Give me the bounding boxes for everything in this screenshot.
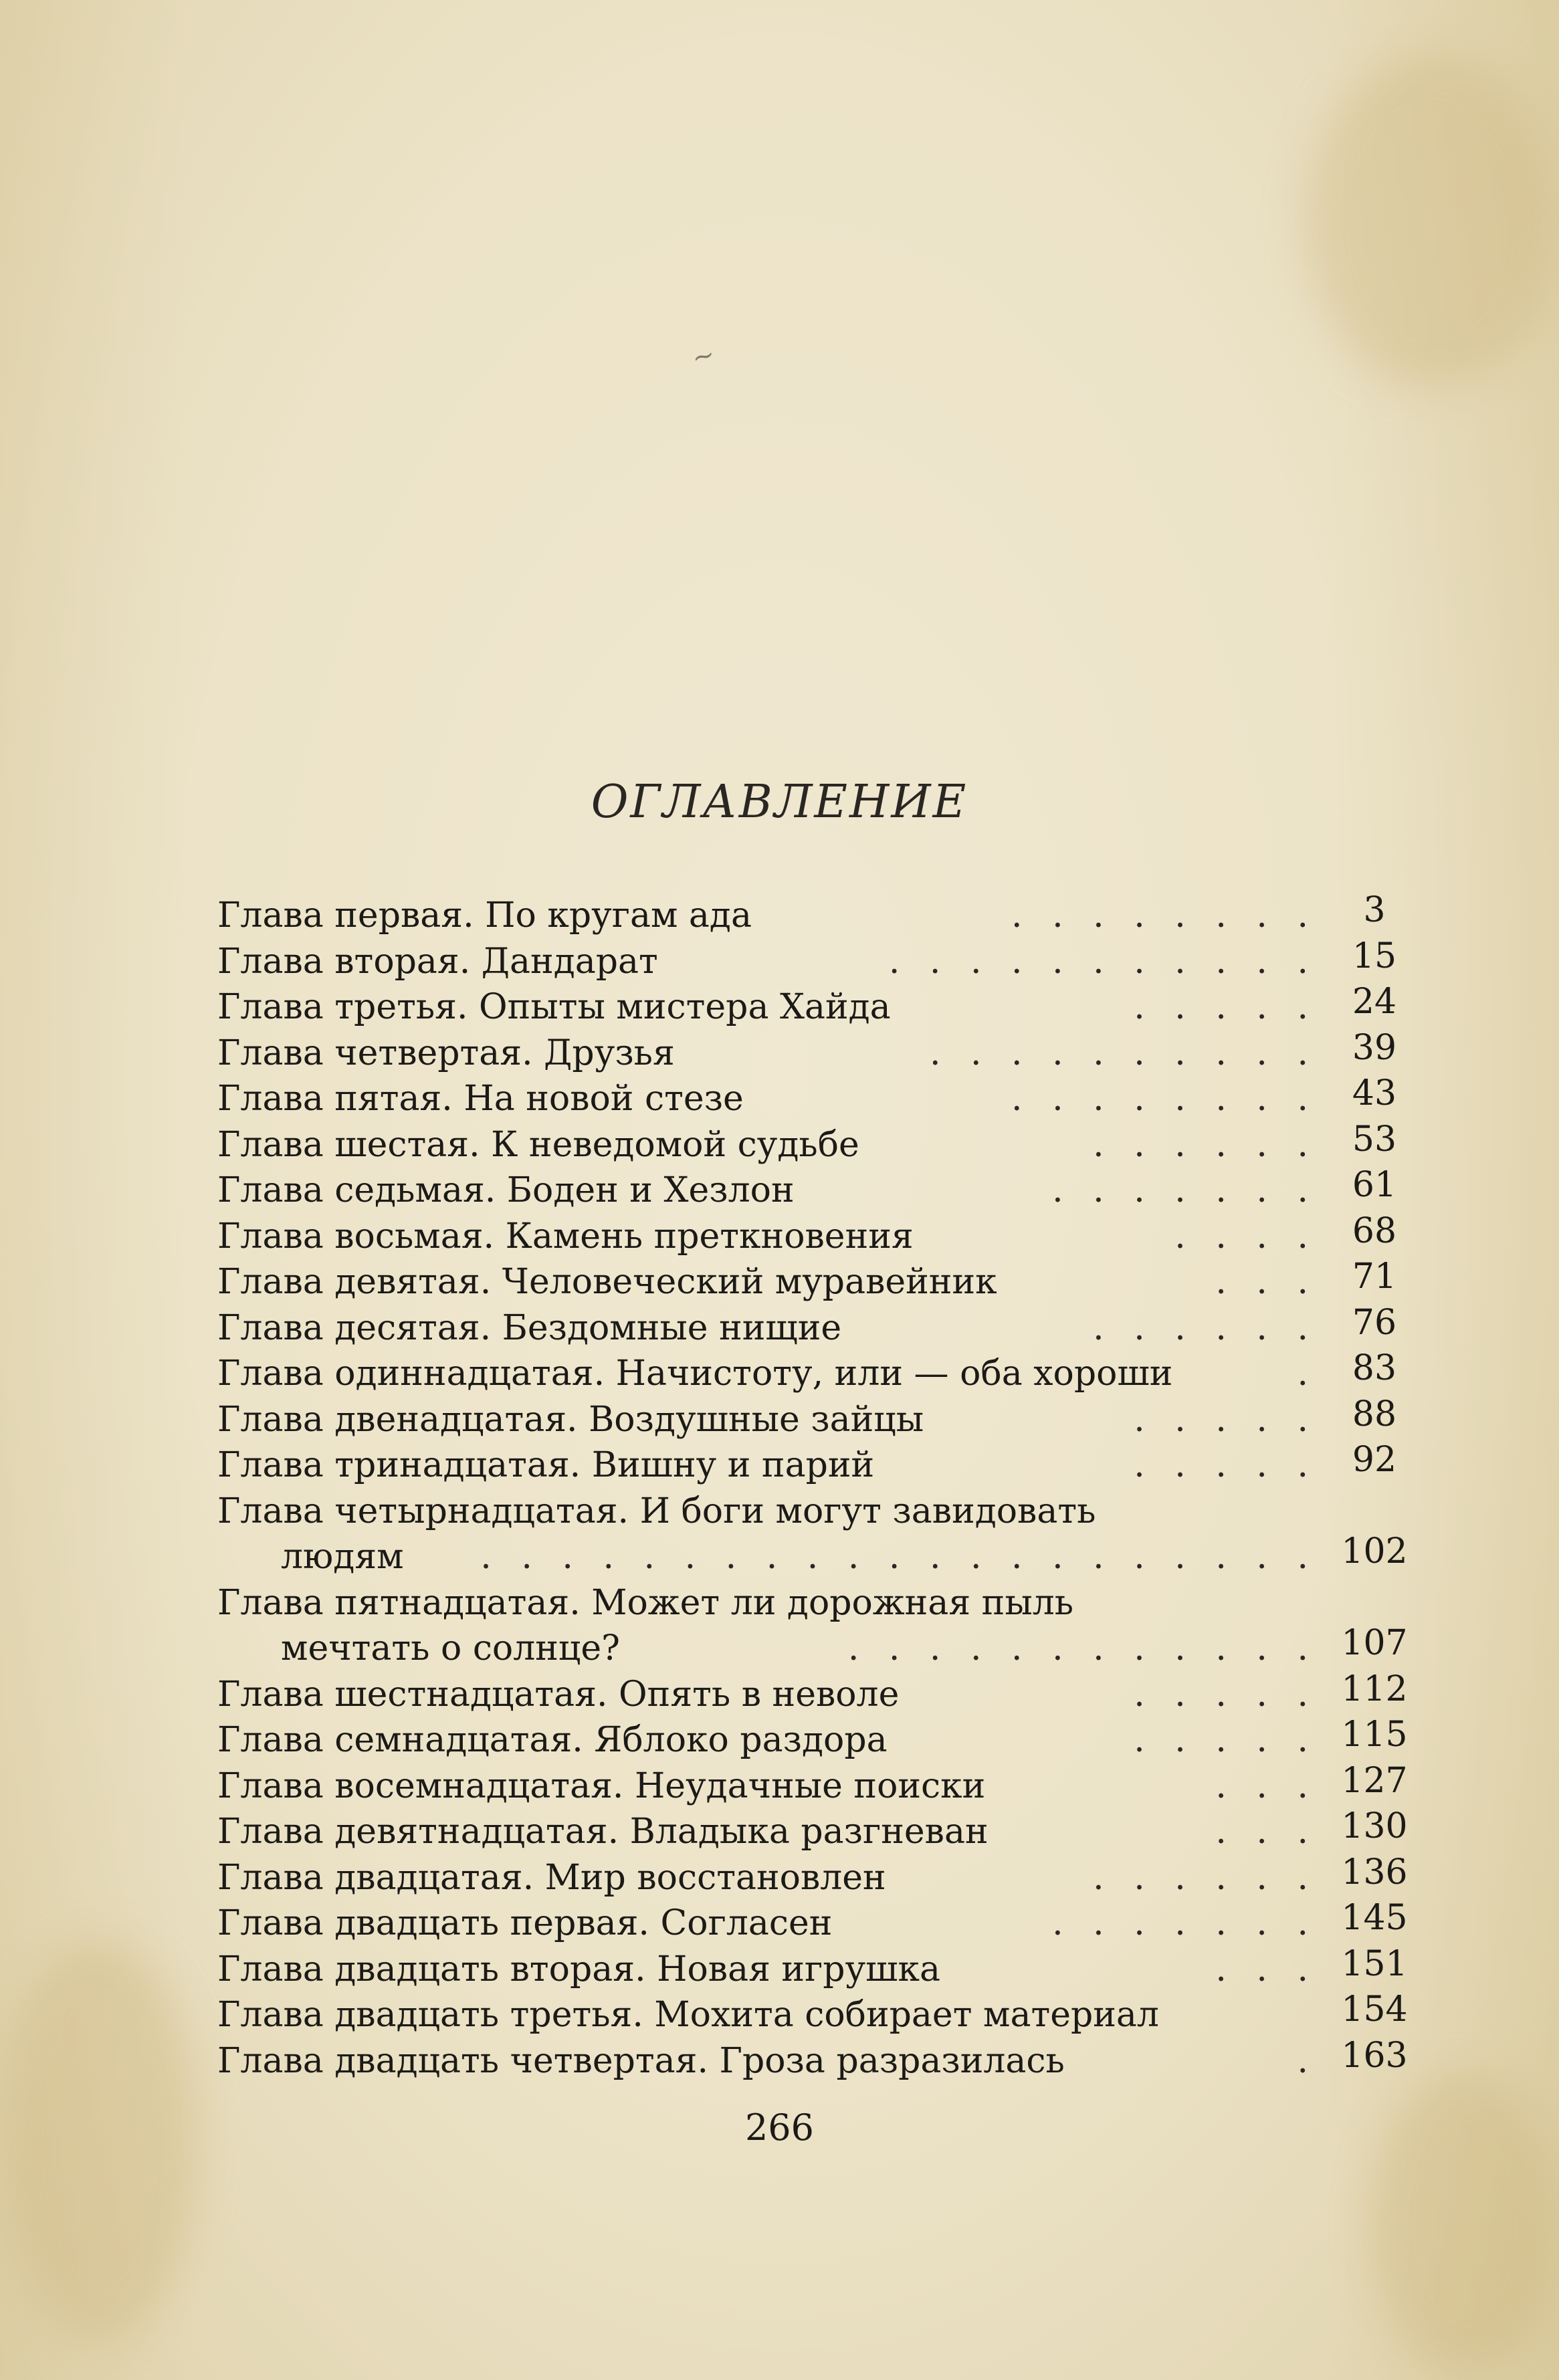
toc-entry (217, 1531, 1421, 1580)
chapter-title: мечтать о солнце? (281, 1628, 621, 1668)
chapter-page-number: 15 (1352, 936, 1397, 976)
chapter-title: Глава семнадцатая. Яблоко раздора (217, 1720, 888, 1760)
chapter-title: Глава двадцать четвертая. Гроза разразилась (217, 2040, 1065, 2081)
toc-entry (217, 1259, 1421, 1305)
chapter-title: Глава десятая. Бездомные нищие (217, 1307, 842, 1348)
chapter-page-number: 163 (1341, 2035, 1408, 2076)
dot-leader: . . . . . . . . . . . . (847, 1628, 1318, 1668)
chapter-page-number: 154 (1341, 1989, 1408, 2030)
toc-entry (217, 1943, 1421, 1993)
toc-entry (217, 1165, 1421, 1214)
chapter-title: Глава тринадцатая. Вишну и парий (217, 1445, 875, 1485)
dot-leader: . (1297, 1354, 1318, 1394)
chapter-title: Глава девятнадцатая. Владыка разгневан (217, 1812, 989, 1852)
dot-leader: . . . . . (1134, 987, 1318, 1027)
dot-leader: . . . . . . (1093, 1307, 1318, 1348)
dot-leader: . . . (1215, 1812, 1318, 1852)
dot-leader: . . . . . . . . (1011, 895, 1318, 936)
chapter-page-number: 92 (1352, 1440, 1397, 1480)
toc-entry (217, 1806, 1421, 1855)
chapter-title: Глава третья. Опыты мистера Хайда (217, 987, 891, 1027)
page-title: ОГЛАВЛЕНИЕ (591, 776, 968, 829)
chapter-title: Глава пятая. На новой стезе (217, 1079, 744, 1119)
chapter-page-number: 68 (1352, 1210, 1397, 1251)
dot-leader: . . . . . (1134, 1720, 1318, 1760)
chapter-page-number: 102 (1341, 1531, 1408, 1572)
table-of-contents (217, 890, 1421, 2084)
chapter-title: Глава вторая. Дандарат (217, 941, 658, 982)
toc-entry (217, 1760, 1421, 1810)
chapter-title: Глава двадцать третья. Мохита собирает материал (217, 1995, 1159, 2035)
dot-leader: . . . . . . (1093, 1857, 1318, 1898)
dot-leader: . . . . (1174, 1216, 1318, 1257)
chapter-title: людям (281, 1537, 404, 1577)
chapter-page-number: 127 (1341, 1760, 1408, 1801)
dot-leader: . . . (1215, 1765, 1318, 1806)
page-number: 266 (744, 2106, 815, 2149)
toc-entry (217, 1210, 1421, 1260)
toc-entry (217, 1119, 1421, 1168)
toc-entry (217, 2035, 1421, 2084)
chapter-page-number: 107 (1341, 1623, 1408, 1663)
toc-entry (217, 936, 1421, 985)
chapter-page-number: 83 (1352, 1348, 1397, 1388)
dot-leader: . . . . . . (1093, 1124, 1318, 1165)
toc-entry (217, 984, 1421, 1031)
toc-entry (217, 1668, 1421, 1718)
chapter-page-number: 61 (1352, 1165, 1397, 1205)
dot-leader: . . . . . . . . . . . (888, 941, 1318, 982)
chapter-title: Глава седьмая. Боден и Хезлон (217, 1170, 795, 1210)
chapter-title: Глава пятнадцатая. Может ли дорожная пыль (217, 1582, 1074, 1623)
dot-leader: . . . . . (1134, 1674, 1318, 1715)
toc-entry (217, 1073, 1421, 1122)
chapter-page-number: 88 (1352, 1394, 1397, 1434)
dot-leader: . . . . . . . . (1011, 1079, 1318, 1119)
toc-entry (217, 1852, 1421, 1901)
chapter-title: Глава шестнадцатая. Опять в неволе (217, 1674, 900, 1715)
toc-entry (217, 1442, 1421, 1489)
chapter-title: Глава двенадцатая. Воздушные зайцы (217, 1399, 924, 1440)
chapter-title: Глава восемнадцатая. Неудачные поиски (217, 1765, 986, 1806)
dot-leader: . . . . . (1134, 1445, 1318, 1485)
dot-leader: . . . (1215, 1949, 1318, 1989)
chapter-page-number: 3 (1363, 890, 1386, 930)
dot-leader: . . . . . . . . . . (929, 1033, 1318, 1073)
chapter-page-number: 136 (1341, 1852, 1408, 1892)
paper-stain (1304, 53, 1558, 388)
toc-entry (217, 1027, 1421, 1077)
toc-entry (217, 1394, 1421, 1443)
chapter-title: Глава одиннадцатая. Начистоту, или — оба хороши (217, 1354, 1173, 1394)
chapter-page-number: 130 (1341, 1806, 1408, 1846)
toc-entry (217, 1898, 1421, 1947)
chapter-title: Глава четвертая. Друзья (217, 1033, 675, 1073)
chapter-title: Глава шестая. К неведомой судьбе (217, 1124, 859, 1165)
toc-entry (217, 1348, 1421, 1397)
chapter-title: Глава первая. По кругам ада (217, 895, 752, 936)
chapter-title: Глава девятая. Человеческий муравейник (217, 1262, 997, 1302)
dot-leader: . . . . . . . (1052, 1903, 1318, 1943)
dot-leader: . (1297, 2040, 1318, 2081)
chapter-page-number: 145 (1341, 1898, 1408, 1938)
chapter-title: Глава двадцатая. Мир восстановлен (217, 1857, 886, 1898)
ink-mark: ~ (688, 338, 718, 374)
chapter-title: Глава двадцать вторая. Новая игрушка (217, 1949, 941, 1989)
chapter-page-number: 53 (1352, 1119, 1397, 1160)
chapter-title: Глава двадцать первая. Согласен (217, 1903, 833, 1943)
chapter-page-number: 76 (1352, 1302, 1397, 1343)
chapter-page-number: 71 (1352, 1257, 1397, 1297)
toc-entry (217, 1623, 1421, 1672)
chapter-title: Глава четырнадцатая. И боги могут завидовать (217, 1491, 1096, 1531)
chapter-title: Глава восьмая. Камень преткновения (217, 1216, 914, 1257)
chapter-page-number: 115 (1341, 1715, 1408, 1755)
dot-leader: . . . . . . . . . . . . . . . . . . . . . (480, 1537, 1318, 1577)
toc-entry (217, 1302, 1421, 1351)
chapter-page-number: 151 (1341, 1943, 1408, 1984)
toc-entry (217, 890, 1421, 939)
chapter-page-number: 43 (1352, 1073, 1397, 1113)
dot-leader: . . . (1215, 1262, 1318, 1302)
dot-leader: . . . . . . . (1052, 1170, 1318, 1210)
dot-leader: . . . . . (1134, 1399, 1318, 1440)
toc-entry (217, 1717, 1421, 1763)
chapter-page-number: 24 (1352, 982, 1397, 1022)
toc-entry (217, 1489, 1421, 1535)
toc-entry (217, 1580, 1421, 1626)
chapter-page-number: 112 (1341, 1668, 1408, 1709)
toc-entry (217, 1989, 1421, 2038)
chapter-page-number: 39 (1352, 1027, 1397, 1068)
